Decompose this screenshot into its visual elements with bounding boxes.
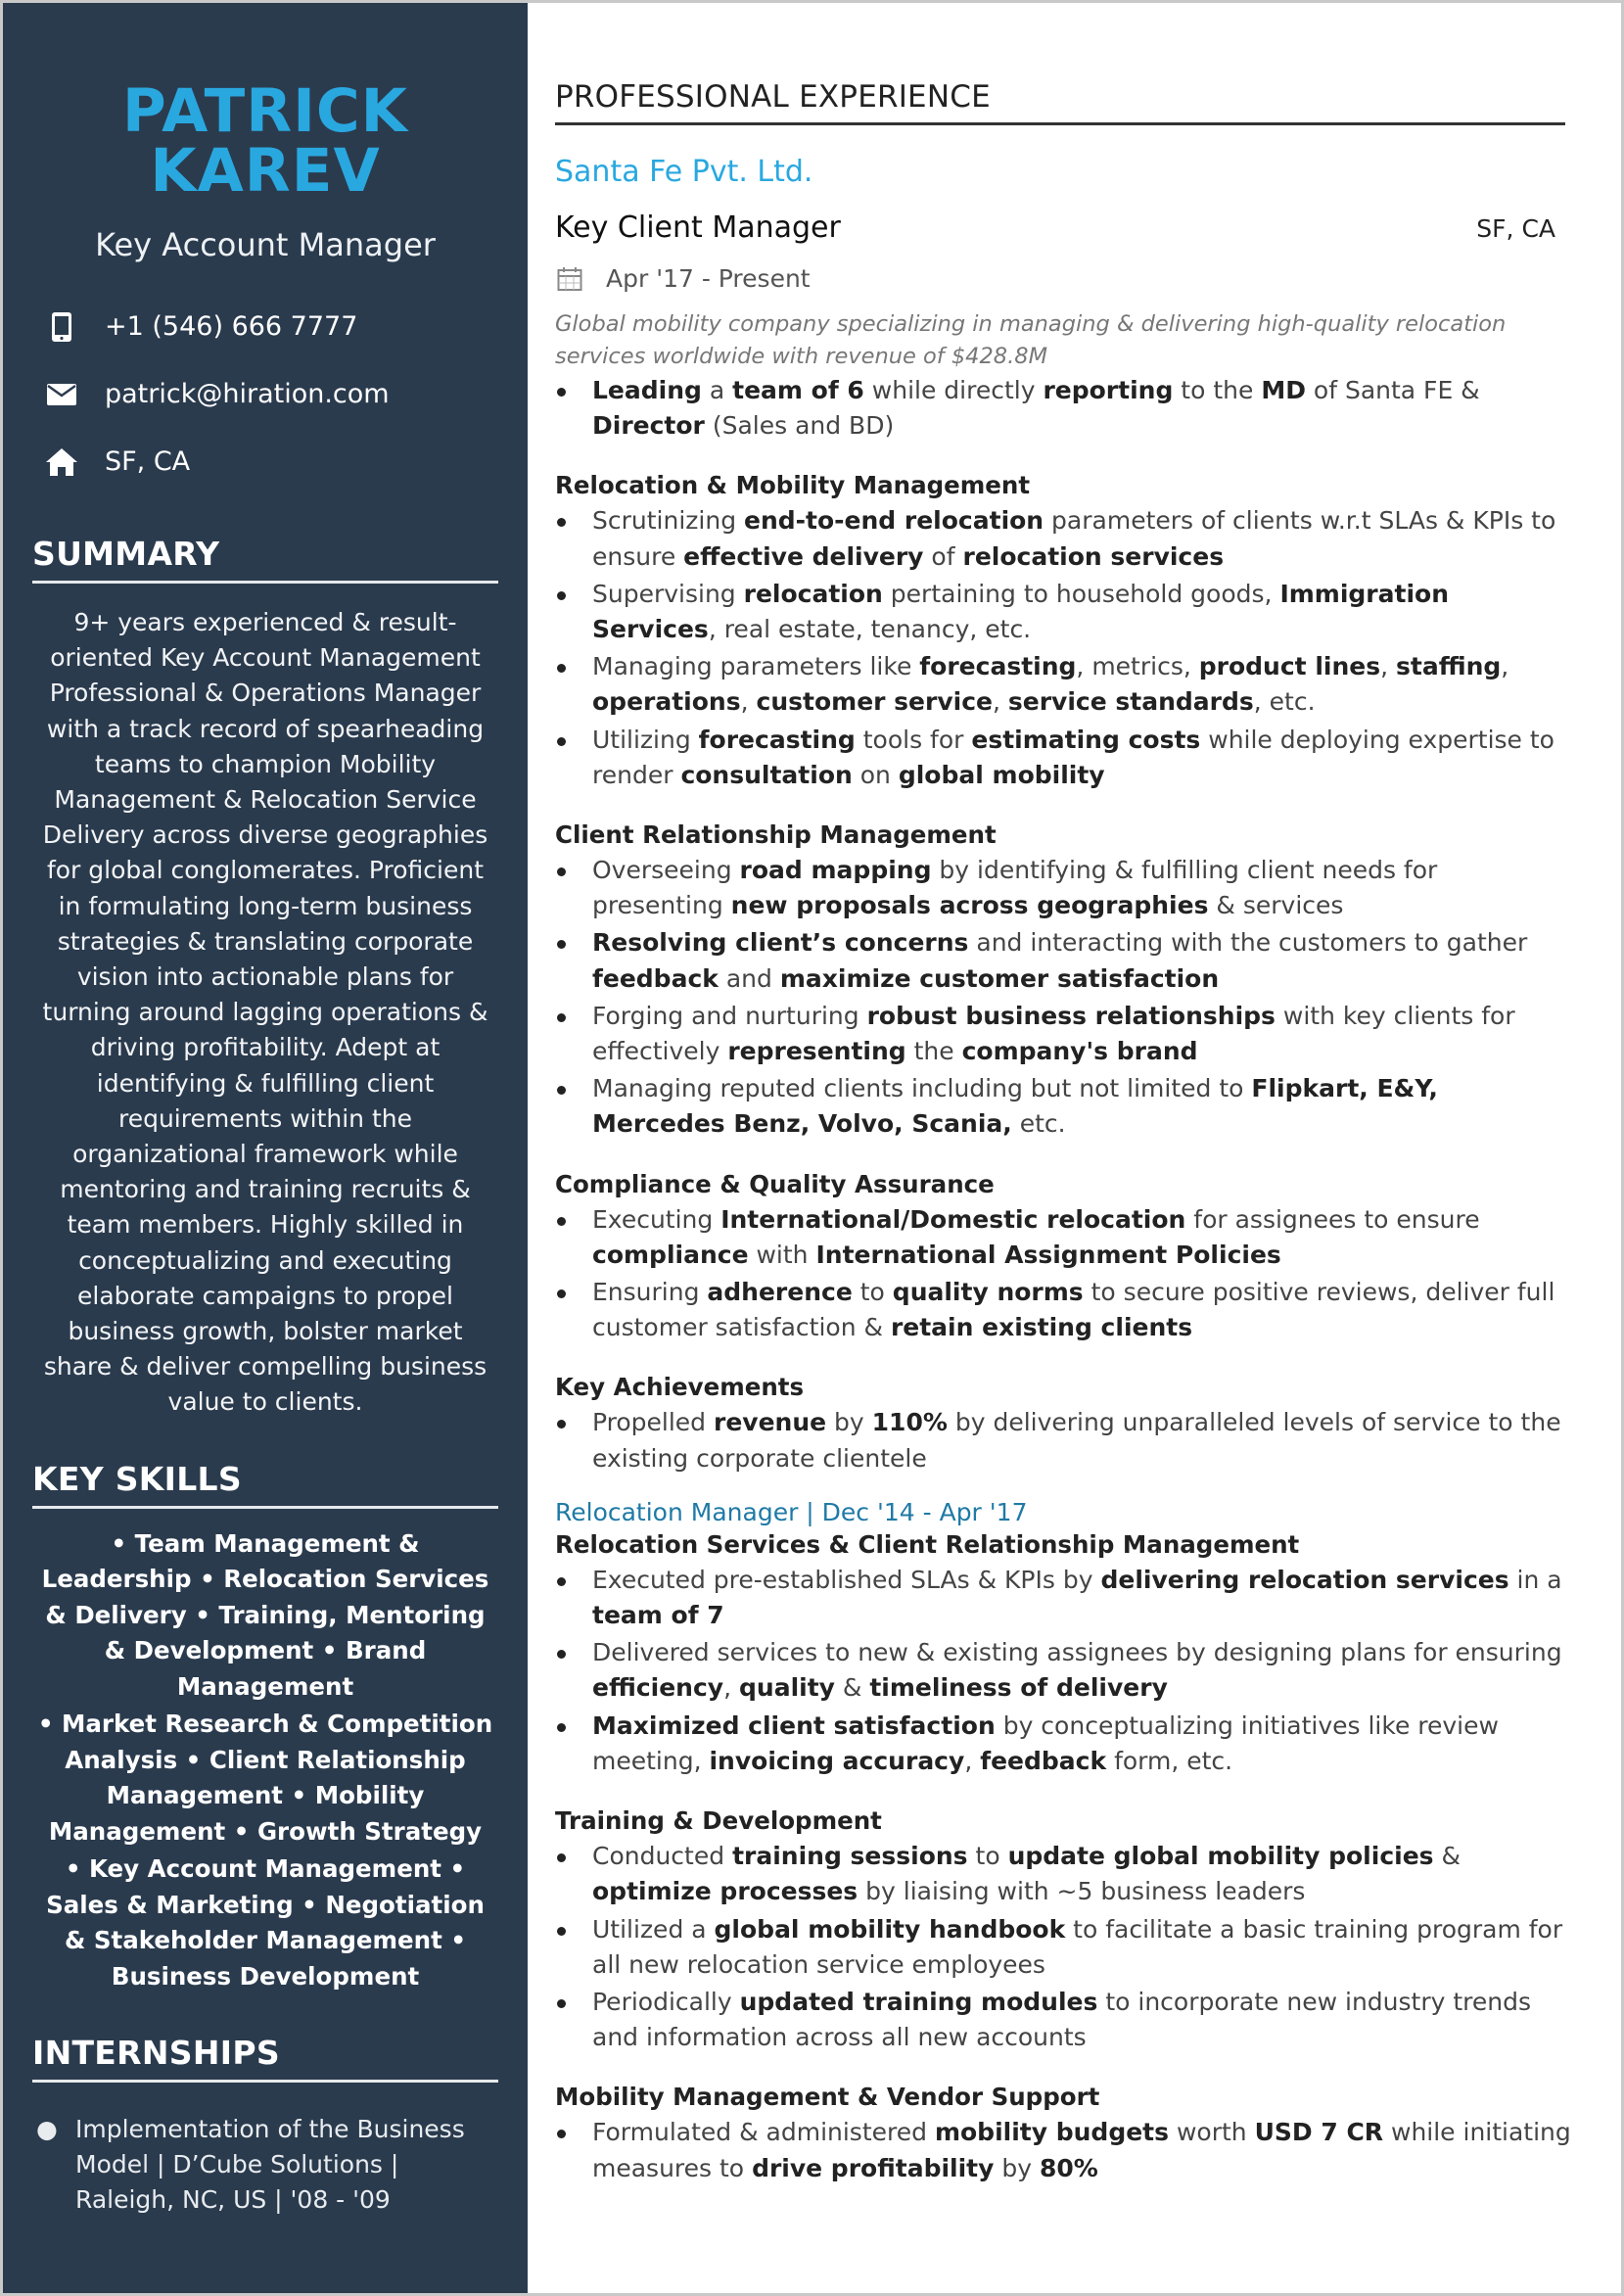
bullet-list [555,1202,1621,1346]
list-item: Formulated & administered mobility budgets worth USD 7 CR while initiating measures to drive profitability by 80% [555,2115,1571,2185]
section-heading: Compliance & Quality Assurance [555,1169,995,1198]
section-heading: Relocation & Mobility Management [555,471,1031,500]
skills-group: • Team Management & Leadership • Relocation Services & Delivery • Training, Mentoring & Development • Brand Management [41,1528,489,1701]
experience-section [555,1170,1621,1346]
experience-section [555,1530,1621,1779]
company-description: Global mobility company specializing in managing & delivering high-quality relocation services worldwide with revenue of $428.8M [555,311,1507,369]
lead-bullet-list [555,373,1621,444]
list-item: Conducted training sessions to update global mobility policies & optimize processes by liaising with ~5 business leaders [555,1839,1571,1909]
company-name: Santa Fe Pvt. Ltd. [555,155,813,189]
list-item: Leading a team of 6 while directly reporting to the MD of Santa FE & Director (Sales and BD) [555,373,1571,444]
list-item: Managing parameters like forecasting, metrics, product lines, staffing, operations, customer service, service standards, etc. [555,649,1571,720]
role2-sections [555,1530,1621,2186]
list-item: Utilized a global mobility handbook to facilitate a basic training program for all new relocation service employees [555,1912,1571,1983]
list-item: Maximized client satisfaction by conceptualizing initiatives like review meeting, invoicing accuracy, feedback form, etc. [555,1709,1571,1779]
section-heading: Relocation Services & Client Relationship Management [555,1529,1300,1559]
home-icon [44,445,79,480]
job-header [555,211,1555,245]
role1-sections [555,471,1621,1476]
bullet-list [555,503,1621,793]
candidate-title: Key Account Manager [95,226,436,263]
contact-phone [32,293,498,360]
experience-section [555,1806,1621,2055]
candidate-name: PATRICK KAREV [122,76,408,206]
experience-section [555,471,1621,793]
bullet-list [555,1405,1621,1476]
section-heading: Training & Development [555,1806,882,1836]
section-heading: Client Relationship Management [555,820,997,850]
job-title: Key Client Manager [555,211,841,245]
list-item: Propelled revenue by 110% by delivering unparalleled levels of service to the existing corporate clientele [555,1405,1571,1476]
summary-text: 9+ years experienced & result-oriented Key Account Management Professional & Operations Manager with a track record of spearheading teams to champion Mobility Management & Relocation Service Delivery across diverse geographies for global conglomerates. Proficient in formulating long-term business strategies & translating corporate vision into actionable plans for turning around lagging operations & driving profitability. Adept at identifying & fulfilling client requirements within the organizational framework while mentoring and training recruits & team members. Highly skilled in conceptualizing and executing elaborate campaigns to propel business growth, bolster market share & deliver compelling business value to clients. [42,608,488,1417]
list-item: Supervising relocation pertaining to household goods, Immigration Services, real estate, tenancy, etc. [555,577,1571,647]
list-item: Executing International/Domestic relocation for assignees to ensure compliance with International Assignment Policies [555,1202,1571,1273]
role2-title: Relocation Manager | Dec '14 - Apr '17 [555,1497,1028,1526]
contact-block [32,293,498,495]
skills-heading: KEY SKILLS [32,1460,498,1509]
skills-group: • Key Account Management • Sales & Marketing • Negotiation & Stakeholder Management • Business Development [46,1854,485,1991]
experience-section [555,2083,1621,2185]
section-heading: Mobility Management & Vendor Support [555,2083,1100,2112]
contact-location [32,428,498,495]
sidebar [3,3,528,2293]
job-dates-text: Apr '17 - Present [606,264,811,293]
list-item: Executed pre-established SLAs & KPIs by delivering relocation services in a team of 7 [555,1563,1571,1633]
internship-text: Implementation of the Business Model | D’Cube Solutions | Raleigh, NC, US | '08 - '09 [75,2115,465,2215]
phone-icon [44,309,79,345]
summary-heading: SUMMARY [32,535,498,584]
list-item: Periodically updated training modules to incorporate new industry trends and information across all new accounts [555,1985,1571,2055]
envelope-icon [44,377,79,412]
internship-item [32,2112,498,2218]
experience-section [555,1373,1621,1476]
email-text: patrick@hiration.com [105,379,390,409]
list-item: Utilizing forecasting tools for estimating costs while deploying expertise to render consultation on global mobility [555,723,1571,793]
list-item: Forging and nurturing robust business relationships with key clients for effectively representing the company's brand [555,999,1571,1069]
bullet-list [555,1563,1621,1779]
bullet-list [555,1839,1621,2055]
list-item: Managing reputed clients including but not limited to Flipkart, E&Y, Mercedes Benz, Volvo, Scania, etc. [555,1071,1571,1142]
job-dates [555,264,1621,293]
contact-email [32,360,498,428]
phone-text: +1 (546) 666 7777 [105,311,358,342]
section-heading: Key Achievements [555,1373,805,1402]
bullet-list [555,853,1621,1143]
experience-heading: PROFESSIONAL EXPERIENCE [555,79,1565,125]
job-location: SF, CA [1476,214,1555,243]
list-item: Scrutinizing end-to-end relocation parameters of clients w.r.t SLAs & KPIs to ensure effective delivery of relocation services [555,503,1571,574]
list-item: Overseeing road mapping by identifying & fulfilling client needs for presenting new proposals across geographies & services [555,853,1571,923]
bullet-list [555,2115,1621,2185]
experience-section [555,820,1621,1143]
bullet-icon: ● [36,2115,58,2144]
main-content [528,3,1621,2293]
list-item: Resolving client’s concerns and interacting with the customers to gather feedback and maximize customer satisfaction [555,925,1571,996]
list-item: Ensuring adherence to quality norms to secure positive reviews, deliver full customer satisfaction & retain existing clients [555,1275,1571,1345]
internships-heading: INTERNSHIPS [32,2034,498,2083]
skills-list [32,1526,498,1995]
skills-group: • Market Research & Competition Analysis • Client Relationship Management • Mobility Management • Growth Strategy [37,1710,493,1846]
list-item: Delivered services to new & existing assignees by designing plans for ensuring efficiency, quality & timeliness of delivery [555,1635,1571,1706]
location-text: SF, CA [105,446,191,477]
calendar-icon [557,266,582,292]
